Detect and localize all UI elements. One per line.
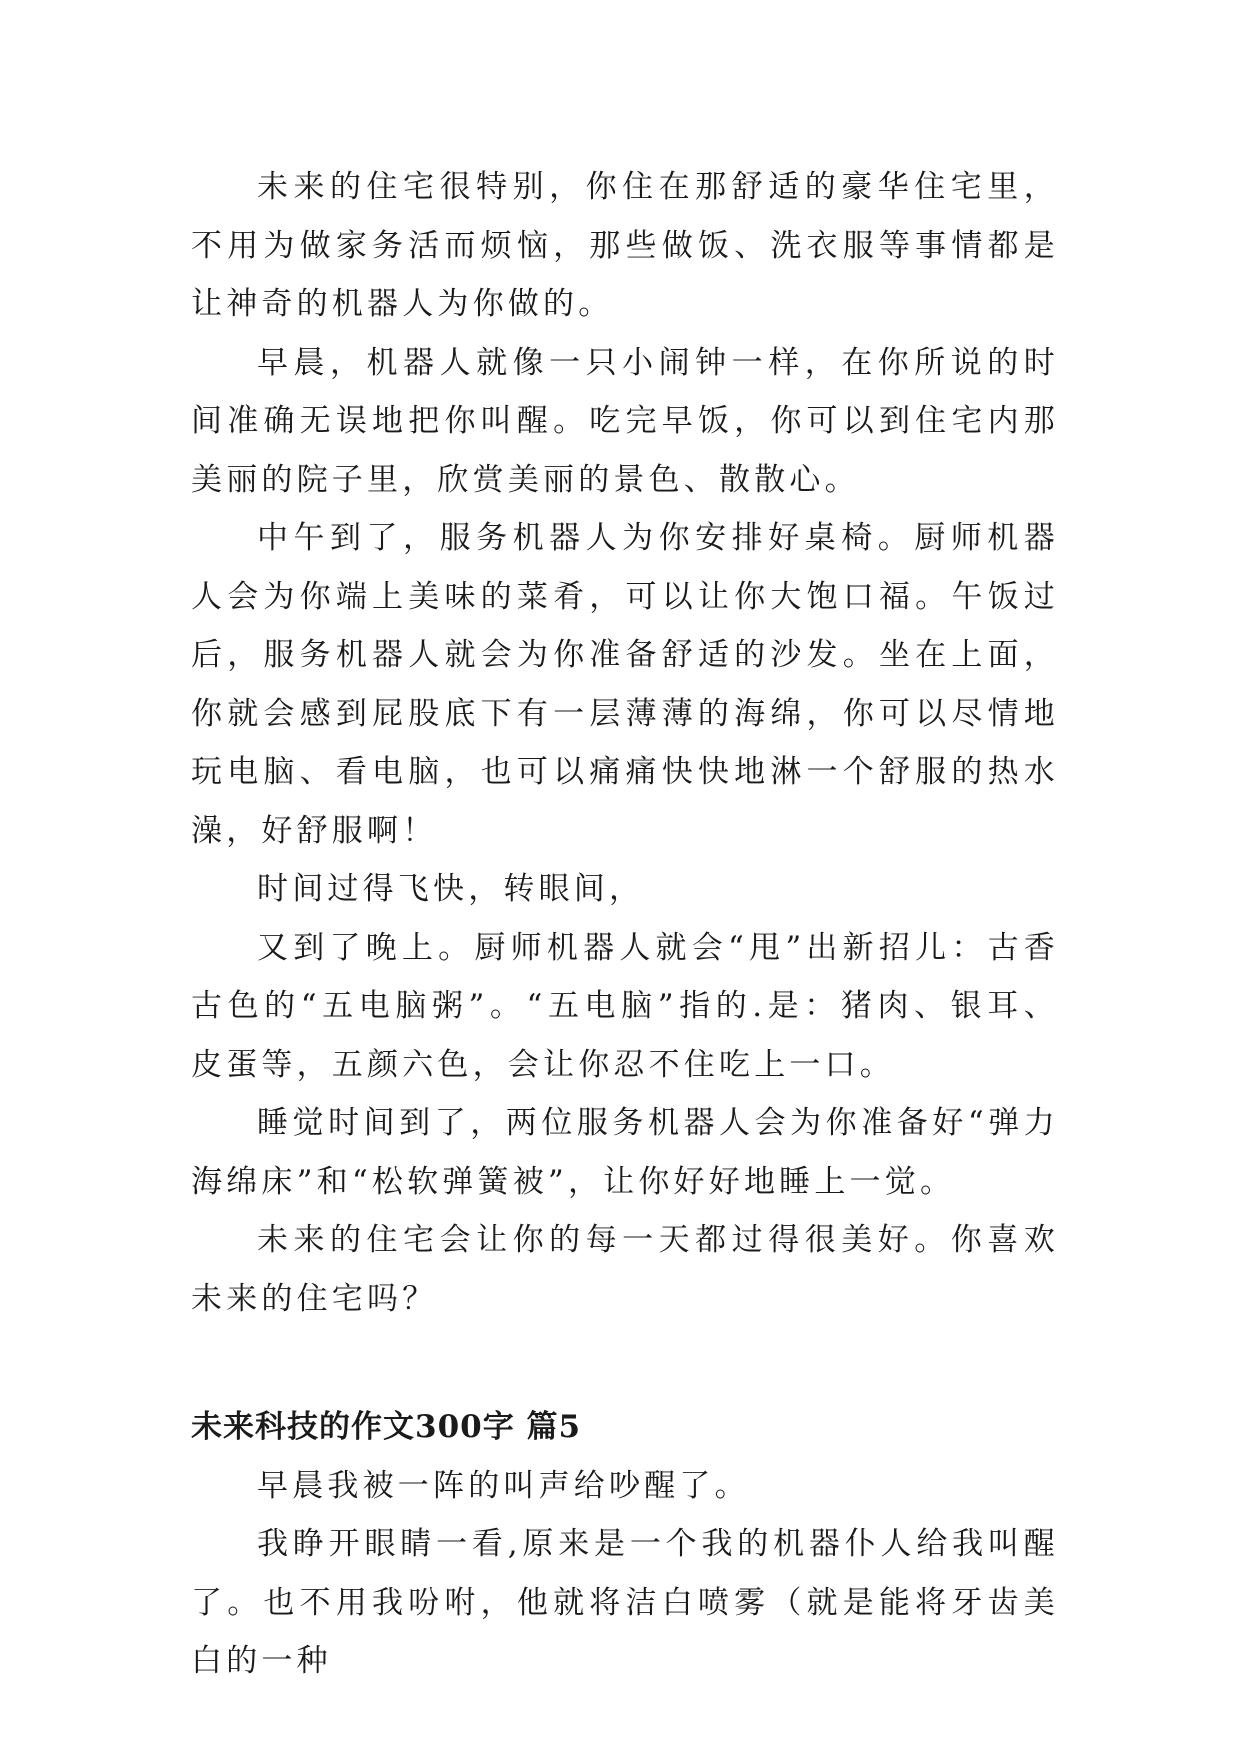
paragraph-robot-servant: 我睁开眼睛一看,原来是一个我的机器仆人给我叫醒了。也不用我吩咐，他就将洁白喷雾（就是能将牙齿美白的一种: [191, 1526, 1059, 1679]
paragraph-time-flies: 时间过得飞快，转眼间，: [257, 871, 645, 907]
document-body: [191, 158, 1059, 1691]
section-heading: 未来科技的作文300字 篇5: [191, 1409, 582, 1445]
paragraph-woken-up: 早晨我被一阵的叫声给吵醒了。: [257, 1467, 750, 1504]
paragraph-bedtime: 睡觉时间到了，两位服务机器人会为你准备好“弹力海绵床”和“松软弹簧被”，让你好好地睡上一觉。: [191, 1105, 1059, 1200]
paragraph-evening: 又到了晚上。厨师机器人就会“甩”出新招儿：古香古色的“五电脑粥”。“五电脑”指的.是：猪肉、银耳、皮蛋等，五颜六色，会让你忍不住吃上一口。: [191, 929, 1059, 1083]
paragraph-noon: 中午到了，服务机器人为你安排好桌椅。厨师机器人会为你端上美味的菜肴，可以让你大饱口福。午饭过后，服务机器人就会为你准备舒适的沙发。坐在上面，你就会感到屁股底下有一层薄薄的海绵，你可以尽情地玩电脑、看电脑，也可以痛痛快快地淋一个舒服的热水澡，好舒服啊！: [191, 520, 1059, 849]
paragraph-morning: 早晨，机器人就像一只小闹钟一样，在你所说的时间准确无误地把你叫醒。吃完早饭，你可以到住宅内那美丽的院子里，欣赏美丽的景色、散散心。: [191, 344, 1059, 498]
paragraph-conclusion: 未来的住宅会让你的每一天都过得很美好。你喜欢未来的住宅吗？: [191, 1222, 1059, 1317]
paragraph-future-house-intro: 未来的住宅很特别，你住在那舒适的豪华住宅里，不用为做家务活而烦恼，那些做饭、洗衣服等事情都是让神奇的机器人为你做的。: [191, 169, 1059, 322]
